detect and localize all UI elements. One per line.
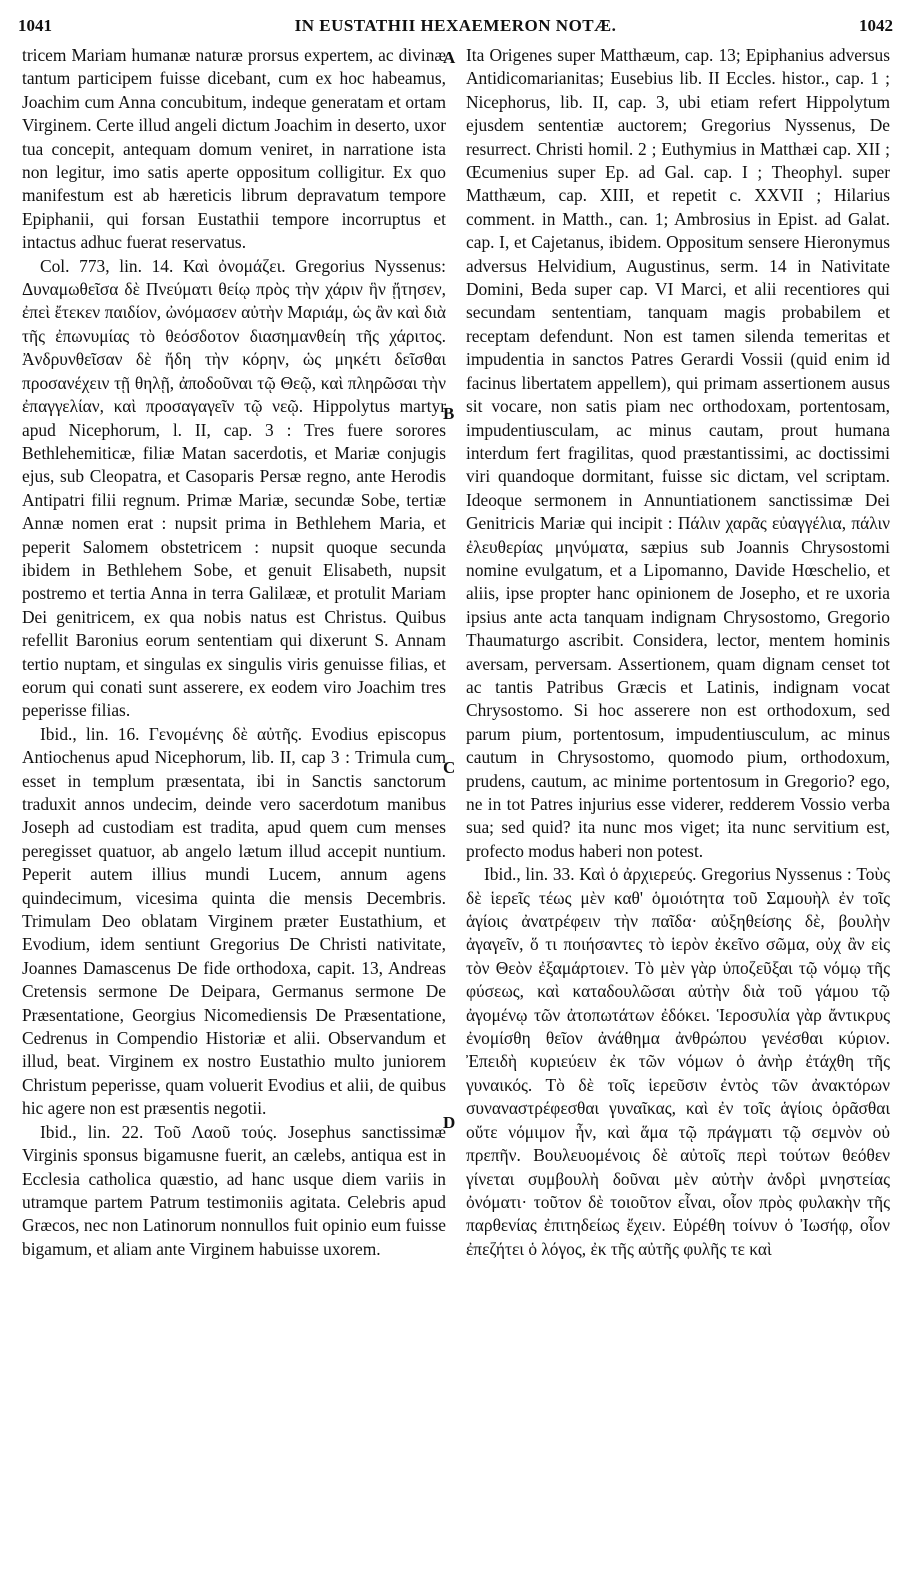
running-title: IN EUSTATHII HEXAEMERON NOTÆ. bbox=[294, 16, 617, 35]
margin-letter-c: C bbox=[443, 758, 456, 777]
running-header bbox=[18, 16, 893, 40]
paragraph: Col. 773, lin. 14. Καὶ ὀνομάζει. Gregorius Nyssenus: Δυναμωθεῖσα δὲ Πνεύματι θείῳ πρὸς τὴν χάριν ἣν ᾔτησεν, ἐπεὶ ἔτεκεν παιδίον, ὠνόμασεν αὐτὴν Μαριάμ, ὡς ἂν καὶ διὰ τῆς ἐπωνυμίας τὸ θεόσδοτον διασημανθείη τῆς χάριτος. Ἀνδρυνθεῖσαν δὲ ἤδη τὴν κόρην, ὡς μηκέτι δεῖσθαι προσανέχειν τῇ θηλῇ, ἀποδοῦναι τῷ Θεῷ, καὶ πληρῶσαι τὴν ἐπαγγελίαν, καὶ προσαγαγεῖν τῷ νεῷ. Hippolytus martyr apud Nicephorum, l. II, cap. 3 : Tres fuere sorores Bethlehemiticæ, filiæ Matan sacerdotis, et Mariæ conjugis ejus, sub Cleopatra, et Casoparis Persæ regno, ante Herodis Antipatri filii regnum. Primæ Mariæ, secundæ Sobe, tertiæ Annæ nomen erat : nupsit prima in Bethlehem Maria, et peperit Salomem obstetricem : nupsit quoque secunda ibidem in Bethlehem Sobe, et genuit Elisabeth, nupsit postremo et tertia Anna in terra Galilææ, et protulit Mariam Dei genitricem, ex qua nobis natus est Christus. Quibus refellit Baronius eorum sententiam qui dixerunt S. Annam tertio nuptam, et singulas ex singulis viris genuisse filias, et eorum qui conati sunt asserere, ex eodem viro Joachim tres peperisse filias. bbox=[22, 255, 446, 721]
paragraph: Ita Origenes super Matthæum, cap. 13; Epiphanius adversus Antidicomarianitas; Eusebius lib. II Eccles. histor., cap. 1 ; Nicephorus, lib. II, cap. 3, ubi etiam refert Hippolytum ejusdem sententiæ auctorem; Gregorius Nyssenus, De resurrect. Christi homil. 2 ; Euthymius in Matthæi cap. XII ; Œcumenius super Ep. ad Gal. cap. I ; Theophyl. super Matthæum, cap. XIII, et repetit c. XXVII ; Hilarius comment. in Matth., can. 1; Ambrosius in Epist. ad Galat. cap. I, et Cajetanus, ibidem. Oppositum sensere Hieronymus adversus Helvidium, Augustinus, serm. 14 in Nativitate Domini, Beda super cap. VI Marci, et alii recentiores qui secundam sententiam, tanquam magis probabilem et receptam defendunt. Non est tamen silenda temeritas et impudentia in sanctos Patres Gerardi Vossii (quid enim id facinus libertatem appellem), qui primam assertionem ausus sit vocare, non satis piam nec orthodoxam, portentosam, impudentiusculam, ac minus cautam, prout humana interdum fert fragilitas, quod præstantissimi, ac doctissimi viri quandoque dormitant, fuisse sic dictam, vel scriptam. Ideoque sermonem in Annuntiationem sanctissimæ Dei Genitricis Mariæ qui incipit : Πάλιν χαρᾶς εὐαγγέλια, πάλιν ἐλευθερίας μηνύματα, sæpius sub Joannis Chrysostomi nomine evulgatum, et a Lipomanno, Davide Hœschelio, et aliis, ipse propter hanc opinionem de Josepho, et re uxoria ipsius ante acta tanquam indignam Chrysostomo, Gregorio Thaumaturgo ascribit. Considera, lector, mentem hominis aversam, perversam. Assertionem, quam dignam censet tot ac tantis Patribus Græcis et Latinis, indignam vocat Chrysostomo. Si hoc asserere non est orthodoxum, sed parum pium, portentosum, impudentiusculum, ac minus cautum in Chrysostomo, quomodo pium, orthodoxum, prudens, cautum, ac minime portentosum in Gregorio? ego, ne in tot Patres injurius esse viderer, redderem Vossio verba sua; sed quid? ita nunc mos viget; ita nunc servitium est, profecto modus haberi non potest. bbox=[466, 45, 890, 861]
paragraph: Ibid., lin. 33. Καὶ ὁ ἀρχιερεύς. Gregorius Nyssenus : Τοὺς δὲ ἱερεῖς τέως μὲν καθ' ὁμοιότητα τοῦ Σαμουὴλ ἐν τοῖς ἁγίοις ἀνατρέφειν τὴν παῖδα· αὐξηθείσης δὲ, βουλὴν ἀγαγεῖν, ὅ τι ποιήσαντες τὸ ἱερὸν ἐκεῖνο σῶμα, οὐχ ἂν εἰς τὸν Θεὸν ἐξαμάρτοιεν. Τὸ μὲν γὰρ ὑποζεῦξαι τῷ νόμῳ τῆς φύσεως, καὶ καταδουλῶσαι αὐτὴν διὰ τοῦ γάμου τῷ ἀγομένῳ τῶν ἀτοπωτάτων ἐδόκει. Ἱεροσυλία γὰρ ἄντικρυς ἐνομίσθη θεῖον ἀνάθημα ἀνθρώπου γενέσθαι κύριον. Ἐπειδὴ κυριεύειν ἐκ τῶν νόμων ὁ ἀνὴρ ἐτάχθη τῆς γυναικός. Τὸ δὲ τοῖς ἱερεῦσιν ἐντὸς τῶν ἀνακτόρων συναναστρέφεσθαι γυναῖκας, καὶ ἐν τοῖς ἁγίοις ὁρᾶσθαι οὔτε νόμιμον ἦν, καὶ ἅμα τῷ πράγματι τῷ σεμνὸν οὐ πρεπῆν. Βουλευομένοις δὲ αὐτοῖς περὶ τούτων θεόθεν γίνεται συμβουλὴ δοῦναι μὲν αὐτὴν ἀνδρὶ μνηστείας ὀνόματι· τοῦτον δὲ τοιοῦτον εἶναι, οἷον πρὸς φυλακὴν τῆς παρθενίας ἐπιτηδείως ἔχειν. Εὑρέθη τοίνυν ὁ Ἰωσήφ, οἷον ἐπεζήτει ὁ λόγος, ἐκ τῆς αὐτῆς φυλῆς τε καὶ bbox=[466, 864, 890, 1259]
paragraph: Ibid., lin. 22. Τοῦ Λαοῦ τούς. Josephus sanctissimæ Virginis sponsus bigamusne fuerit, an cælebs, antiqua est in Ecclesia catholica quæstio, ad hanc usque diem variis in utramque partem Patrum testimoniis agitata. Celebris apud Græcos, nec non Latinorum nonnullos fuit opinio eum fuisse bigamum, et aliam ante Virginem habuisse uxorem. bbox=[22, 1121, 446, 1259]
margin-letter-a: A bbox=[443, 48, 456, 67]
margin-letter-d: D bbox=[443, 1113, 456, 1132]
paragraph: Ibid., lin. 16. Γενομένης δὲ αὐτῆς. Evodius episcopus Antiochenus apud Nicephorum, lib. II, cap 3 : Trimula cum esset in templum præsentata, ibi in Sanctis sanctorum traduxit annos undecim, deinde vero sacerdotum manibus Joseph ad custodiam est tradita, apud quem cum menses peregisset quatuor, ab angelo lætum illud accepit nuntium. Peperit autem illius mundi Lucem, annum agens quindecimum, vicesima quinta die mensis Decembris. Trimulam Deo oblatam Virginem præter Eustathium, et Evodium, idem sentiunt Gregorius De Christi nativitate, Joannes Damascenus De fide orthodoxa, capit. 13, Andreas Cretensis sermone De Deipara, Germanus sermone De Præsentatione, Georgius Nicomediensis De Præsentatione, Cedrenus in Compendio Historiæ et alii. Observandum et illud, beat. Virginem ex nostro Eustathio multo juniorem Christum peperisse, quam voluerit Evodius et alii, de quibus hic agere non est præsentis negotii. bbox=[22, 723, 446, 1119]
right-column bbox=[466, 44, 890, 1261]
margin-letter-b: B bbox=[443, 404, 455, 423]
paragraph: tricem Mariam humanæ naturæ prorsus expertem, ac divinæ tantum participem fuisse dicebant, cum ex hoc habeamus, Joachim cum Anna concubitum, indeque generatam et ortam Virginem. Certe illud angeli dictum Joachim in deserto, uxor tua concepit, antequam domum veniret, in narratione ista non legitur, imo satis aperte oppositum colligitur. Ex quo manifestum est ab hæreticis librum depravatum tempore Epiphanii, qui forsan Eustathii tempore incorruptus et intactus adhuc fuerat reservatus. bbox=[22, 45, 446, 253]
page-number-right: 1042 bbox=[859, 16, 893, 35]
page-number-left: 1041 bbox=[18, 16, 52, 35]
left-column bbox=[22, 44, 446, 1261]
